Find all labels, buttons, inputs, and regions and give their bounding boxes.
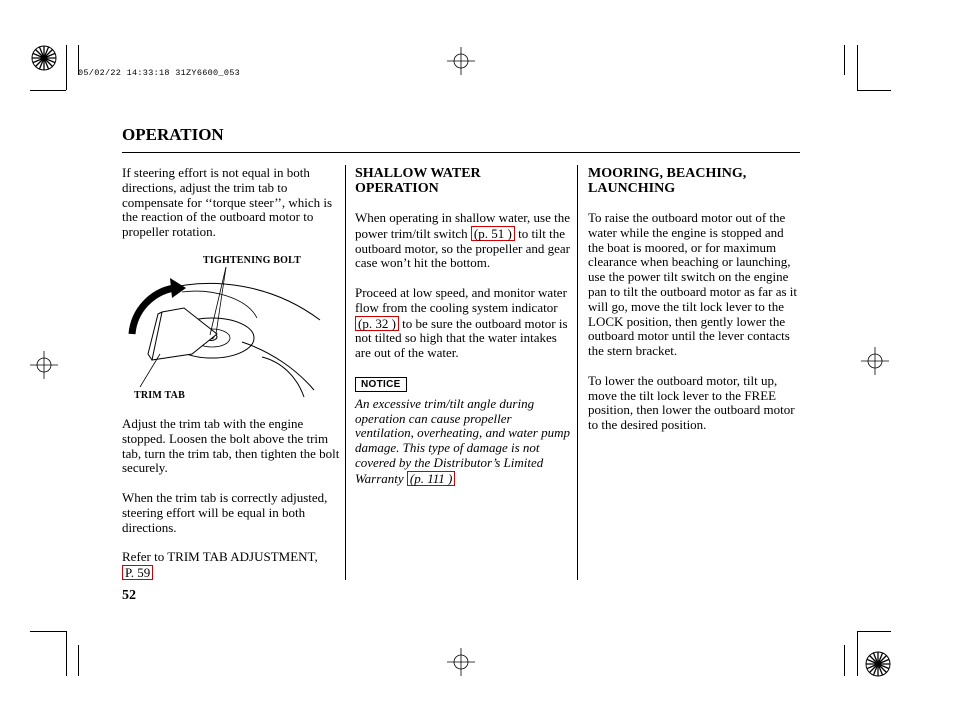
- column-right: [588, 166, 800, 448]
- registration-starburst-icon: [864, 650, 892, 678]
- shallow-water-heading: SHALLOW WATER OPERATION: [355, 166, 481, 196]
- registration-crosshair-icon: [861, 347, 889, 375]
- page-32-link[interactable]: (p. 32 ): [355, 316, 399, 331]
- registration-crosshair-icon: [447, 648, 475, 676]
- trim-tab-illustration: [122, 262, 342, 402]
- page-111-link[interactable]: (p. 111 ): [407, 471, 455, 486]
- section-title: OPERATION: [122, 125, 224, 144]
- notice-badge: NOTICE: [355, 377, 407, 392]
- registration-starburst-icon: [30, 44, 58, 72]
- adjust-paragraph: Adjust the trim tab with the engine stopped. Loosen the bolt above the trim tab, turn the trim tab, then tighten the bolt securely.: [122, 416, 340, 476]
- label-tightening-bolt: TIGHTENING BOLT: [203, 255, 301, 266]
- shallow-paragraph-1: When operating in shallow water, use the power trim/tilt switch (p. 51 ) to tilt the outboard motor, so the propeller and gear case won’t hit the bottom.: [355, 210, 570, 271]
- column-divider: [577, 165, 578, 580]
- refer-paragraph: Refer to TRIM TAB ADJUSTMENT, P. 59: [122, 549, 318, 580]
- column-left-lower: [122, 417, 340, 581]
- notice-text: An excessive trim/tilt angle during operation can cause propeller ventilation, overheating, and water pump damage. This type of damage is not covered by the Distributor’s Limited Warranty (p. 111 ): [355, 395, 570, 486]
- trim-intro-paragraph: If steering effort is not equal in both directions, adjust the trim tab to compensate for ‘‘torque steer’’, which is the reaction of the outboard motor to propeller rotation.: [122, 165, 333, 240]
- print-stamp: 05/02/22 14:33:18 31ZY6600_053: [78, 68, 241, 78]
- mooring-paragraph-1: To raise the outboard motor out of the water while the engine is stopped and the boat is moored, or for maximum clearance when beaching or launching, use the power tilt switch on the engine pan to tilt the outboard motor as far as it will go, move the tilt lock lever to the LOCK position, then gently lower the outboard motor until the lever contacts the stern bracket.: [588, 210, 798, 359]
- page-51-link[interactable]: (p. 51 ): [471, 226, 515, 241]
- label-trim-tab: TRIM TAB: [134, 390, 185, 401]
- page-number: 52: [122, 588, 136, 603]
- column-divider: [345, 165, 346, 580]
- mooring-heading: MOORING, BEACHING, LAUNCHING: [588, 166, 747, 196]
- column-left: [122, 166, 340, 255]
- column-middle: [355, 166, 571, 501]
- mooring-paragraph-2: To lower the outboard motor, tilt up, move the tilt lock lever to the FREE position, then lower the outboard motor to the desired position.: [588, 372, 795, 433]
- registration-crosshair-icon: [30, 351, 58, 379]
- page-59-link[interactable]: P. 59: [122, 565, 153, 580]
- header-rule: [122, 152, 800, 153]
- shallow-paragraph-2: Proceed at low speed, and monitor water flow from the cooling system indicator (p. 32 ) to be sure the outboard motor is not tilted so high that the water intakes are out of the water.: [355, 284, 568, 361]
- steering-paragraph: When the trim tab is correctly adjusted, steering effort will be equal in both directions.: [122, 489, 328, 535]
- registration-crosshair-icon: [447, 47, 475, 75]
